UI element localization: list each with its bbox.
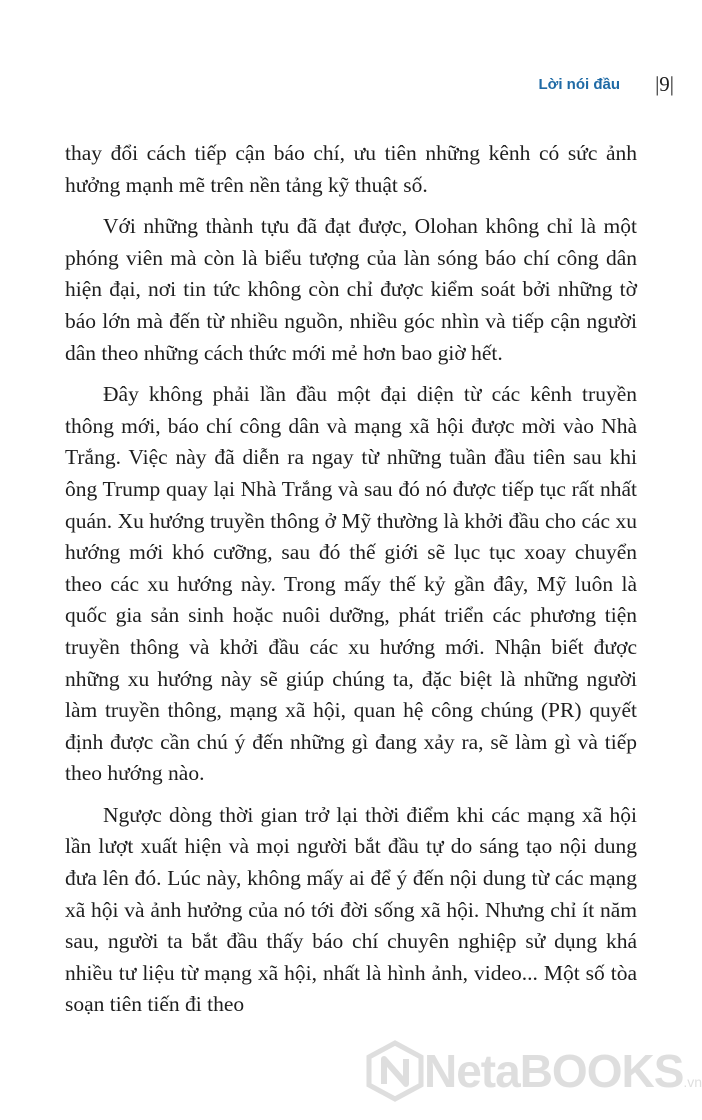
paragraph-3: Đây không phải lần đầu một đại diện từ các kênh truyền thông mới, báo chí công dân và mạng xã hội được mời vào Nhà Trắng. Việc này đã diễn ra ngay từ những tuần đầu tiên sau khi ông Trump quay lại Nhà Trắng và sau đó nó được tiếp tục rất nhất quán. Xu hướng truyền thông ở Mỹ thường là khởi đầu cho các xu hướng mới khó cưỡng, sau đó thế giới sẽ lục tục xoay chuyển theo các xu hướng này. Trong mấy thế kỷ gần đây, Mỹ luôn là quốc gia sản sinh hoặc nuôi dưỡng, phát triển các phương tiện truyền thông và khởi đầu các xu hướng mới. Nhận biết được những xu hướng này sẽ giúp chúng ta, đặc biệt là những người làm truyền thông, mạng xã hội, quan hệ công chúng (PR) quyết định được cần chú ý đến những gì đang xảy ra, sẽ làm gì và tiếp theo hướng nào. xyxy=(65,382,637,786)
page-header xyxy=(0,70,700,106)
paragraph-2: Với những thành tựu đã đạt được, Olohan không chỉ là một phóng viên mà còn là biểu tượng của làn sóng báo chí công dân hiện đại, nơi tin tức không còn chỉ được kiểm soát bởi những tờ báo lớn mà đến từ nhiều nguồn, nhiều góc nhìn và tiếp cận người dân theo những cách thức mới mẻ hơn bao giờ hết. xyxy=(65,214,637,365)
watermark-text xyxy=(424,1044,702,1098)
paragraph-1: thay đổi cách tiếp cận báo chí, ưu tiên những kênh có sức ảnh hưởng mạnh mẽ trên nền tảng kỹ thuật số. xyxy=(65,141,637,197)
watermark-suffix: .vn xyxy=(683,1074,702,1090)
page-number: |9| xyxy=(655,72,674,96)
watermark xyxy=(364,1036,702,1106)
watermark-brand: NetaBOOKS xyxy=(424,1045,684,1097)
paragraph-4: Ngược dòng thời gian trở lại thời điểm khi các mạng xã hội lần lượt xuất hiện và mọi người bắt đầu tự do sáng tạo nội dung đưa lên đó. Lúc này, không mấy ai để ý đến nội dung từ các mạng xã hội và ảnh hưởng của nó tới đời sống xã hội. Nhưng chỉ ít năm sau, người ta bắt đầu thấy báo chí chuyên nghiệp sử dụng khá nhiều tư liệu từ mạng xã hội, nhất là hình ảnh, video... Một số tòa soạn tiên tiến đi theo xyxy=(65,802,637,1017)
body-text xyxy=(65,138,637,1031)
chapter-title: Lời nói đầu xyxy=(538,76,620,93)
netabooks-logo-icon xyxy=(364,1040,426,1102)
